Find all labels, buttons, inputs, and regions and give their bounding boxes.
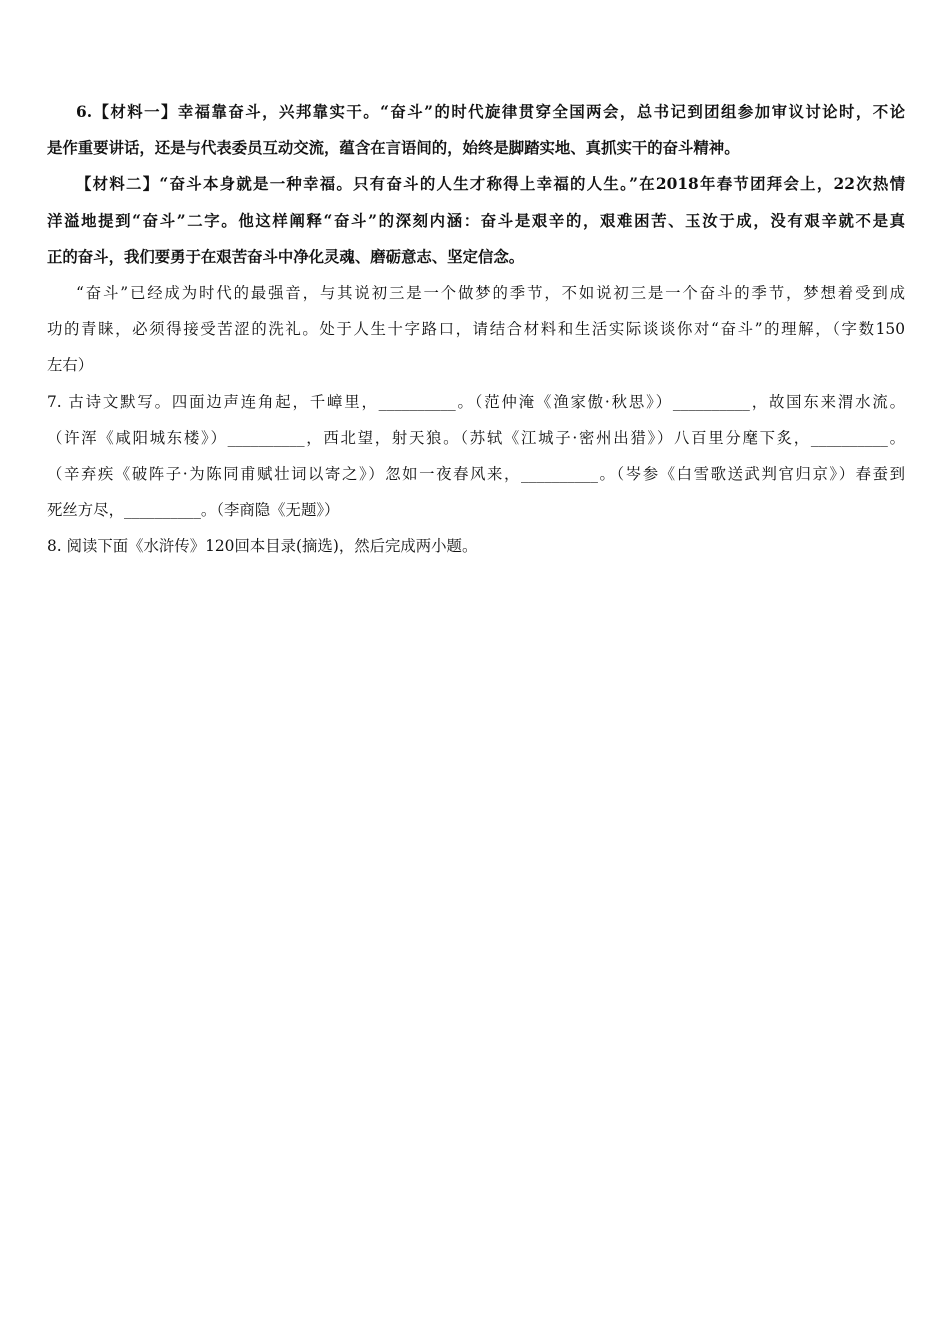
question-6 <box>47 100 905 390</box>
question-8 <box>47 534 905 570</box>
document-body <box>47 100 905 570</box>
question-7 <box>47 390 905 535</box>
text-line: 左右） <box>47 356 94 375</box>
text-line: （许浑《咸阳城东楼》）__________，西北望，射天狼。（苏轼《江城子·密州出猎》）八百里分麾下炙，__________。 <box>47 428 905 447</box>
text-line: 7. 古诗文默写。四面边声连角起，千嶂里，__________。（范仲淹《渔家傲·秋思》）__________，故国东来渭水流。 <box>47 392 905 411</box>
text-line: 功的青睐，必须得接受苦涩的洗礼。处于人生十字路口，请结合材料和生活实际谈谈你对“奋斗”的理解，（字数150 <box>47 320 905 339</box>
text-line: 正的奋斗，我们要勇于在艰苦奋斗中净化灵魂、磨砺意志、坚定信念。 <box>47 247 525 266</box>
text-line: 6.【材料一】幸福靠奋斗，兴邦靠实干。“奋斗”的时代旋律贯穿全国两会，总书记到团组参加审议讨论时，不论 <box>76 103 905 121</box>
text-line: 是作重要讲话，还是与代表委员互动交流，蕴含在言语间的，始终是脚踏实地、真抓实干的奋斗精神。 <box>47 139 740 158</box>
text-line: 洋溢地提到“奋斗”二字。他这样阐释“奋斗”的深刻内涵：奋斗是艰辛的，艰难困苦、玉汝于成，没有艰辛就不是真 <box>47 211 905 230</box>
text-line: （辛弃疾《破阵子·为陈同甫赋壮词以寄之》）忽如一夜春风来，__________。（岑参《白雪歌送武判官归京》）春蚕到 <box>47 464 905 483</box>
text-line: “奋斗”已经成为时代的最强音，与其说初三是一个做梦的季节，不如说初三是一个奋斗的季节，梦想着受到成 <box>76 283 905 302</box>
text-line: 8. 阅读下面《水浒传》120回本目录(摘选)，然后完成两小题。 <box>47 537 478 556</box>
text-line: 死丝方尽，__________。（李商隐《无题》） <box>47 501 340 520</box>
text-line: 【材料二】“奋斗本身就是一种幸福。只有奋斗的人生才称得上幸福的人生。”在2018年春节团拜会上，22次热情 <box>76 175 905 194</box>
